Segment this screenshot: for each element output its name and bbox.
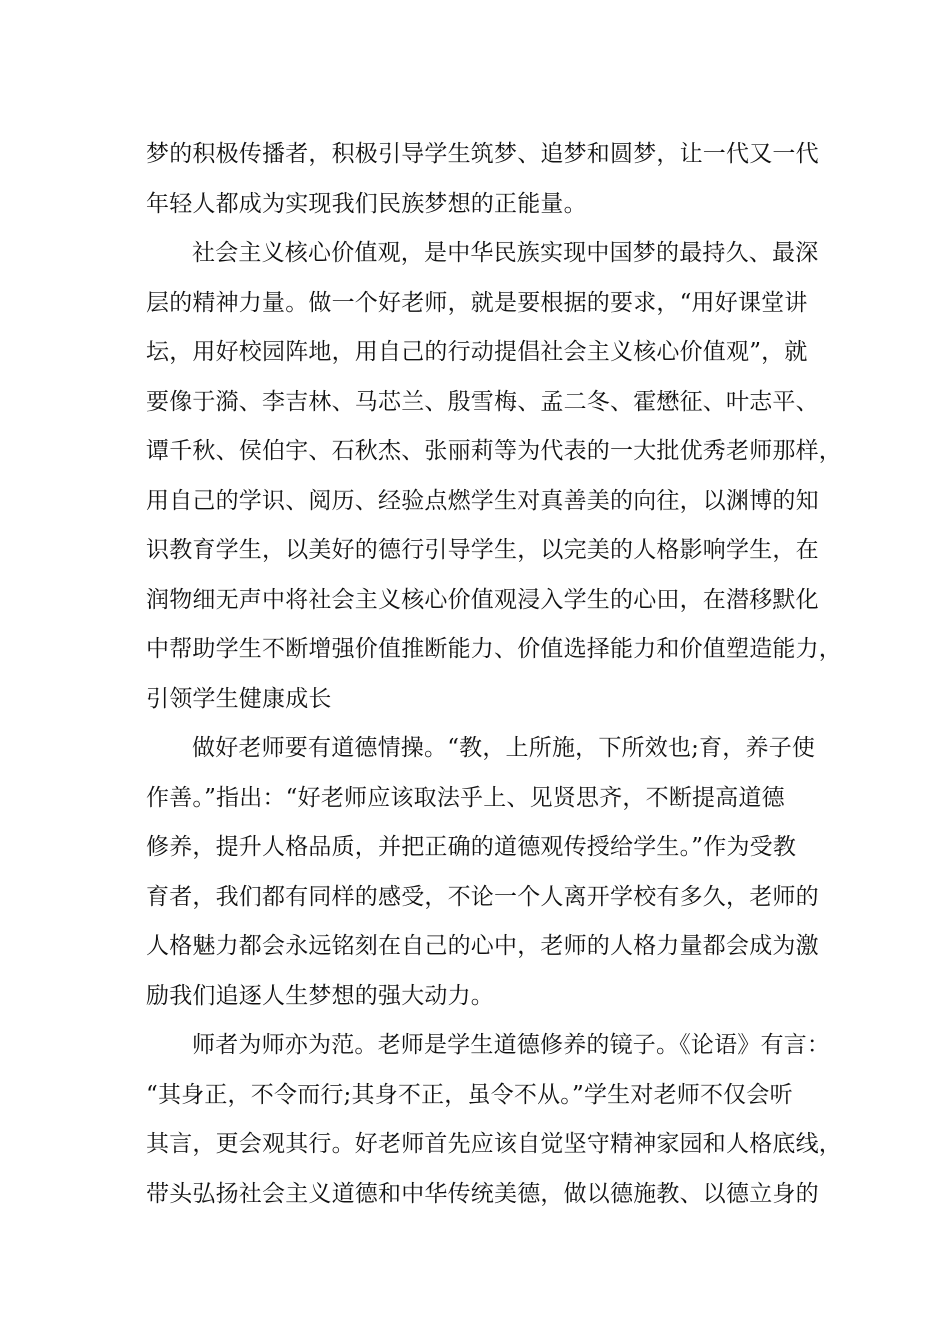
text-line: 梦的积极传播者，积极引导学生筑梦、追梦和圆梦，让一代又一代 [146,141,819,167]
text-line: “其身正，不令而行;其身不正，虽令不从。”学生对老师不仅会听 [146,1081,793,1108]
text-line: 育者，我们都有同样的感受，不论一个人离开学校有多久，老师的 [146,883,819,910]
paragraph [146,724,826,1021]
text-line: 识教育学生，以美好的德行引导学生，以完美的人格影响学生，在 [146,537,819,563]
paragraph [146,1021,842,1219]
text-line: 中帮助学生不断增强价值推断能力、价值选择能力和价值塑造能力， [146,636,842,662]
text-line: 坛，用好校园阵地，用自己的行动提倡社会主义核心价值观”，就 [146,339,808,365]
text-line: 励我们追逐人生梦想的强大动力。 [146,982,494,1009]
text-line: 作善。”指出：“好老师应该取法乎上、见贤思齐，不断提高道德 [146,784,785,811]
text-line: 用自己的学识、阅历、经验点燃学生对真善美的向往，以渊博的知 [146,487,819,514]
text-line: 谭千秋、侯伯宇、石秋杰、张丽莉等为代表的一大批优秀老师那样， [146,438,842,464]
paragraph [146,130,826,229]
text-line: 做好老师要有道德情操。“教，上所施，下所效也;育，养子使 [192,735,816,761]
paragraph [146,229,842,724]
text-line: 年轻人都成为实现我们民族梦想的正能量。 [146,190,587,217]
text-line: 引领学生健康成长 [146,685,332,712]
text-line: 层的精神力量。做一个好老师，就是要根据的要求，“用好课堂讲 [146,289,808,316]
text-line: 修养，提升人格品质，并把正确的道德观传授给学生。”作为受教 [146,834,797,860]
text-line: 带头弘扬社会主义道德和中华传统美德，做以德施教、以德立身的 [146,1180,819,1207]
text-line: 其言，更会观其行。好老师首先应该自觉坚守精神家园和人格底线， [146,1131,842,1157]
text-line: 润物细无声中将社会主义核心价值观浸入学生的心田，在潜移默化 [146,586,819,613]
document-body [146,130,842,1219]
text-line: 人格魅力都会永远铭刻在自己的心中，老师的人格力量都会成为激 [146,933,819,959]
text-line: 社会主义核心价值观，是中华民族实现中国梦的最持久、最深 [192,240,819,266]
text-line: 师者为师亦为范。老师是学生道德修养的镜子。《论语》有言： [192,1032,831,1058]
text-line: 要像于漪、李吉林、马芯兰、殷雪梅、孟二冬、霍懋征、叶志平、 [146,388,819,415]
